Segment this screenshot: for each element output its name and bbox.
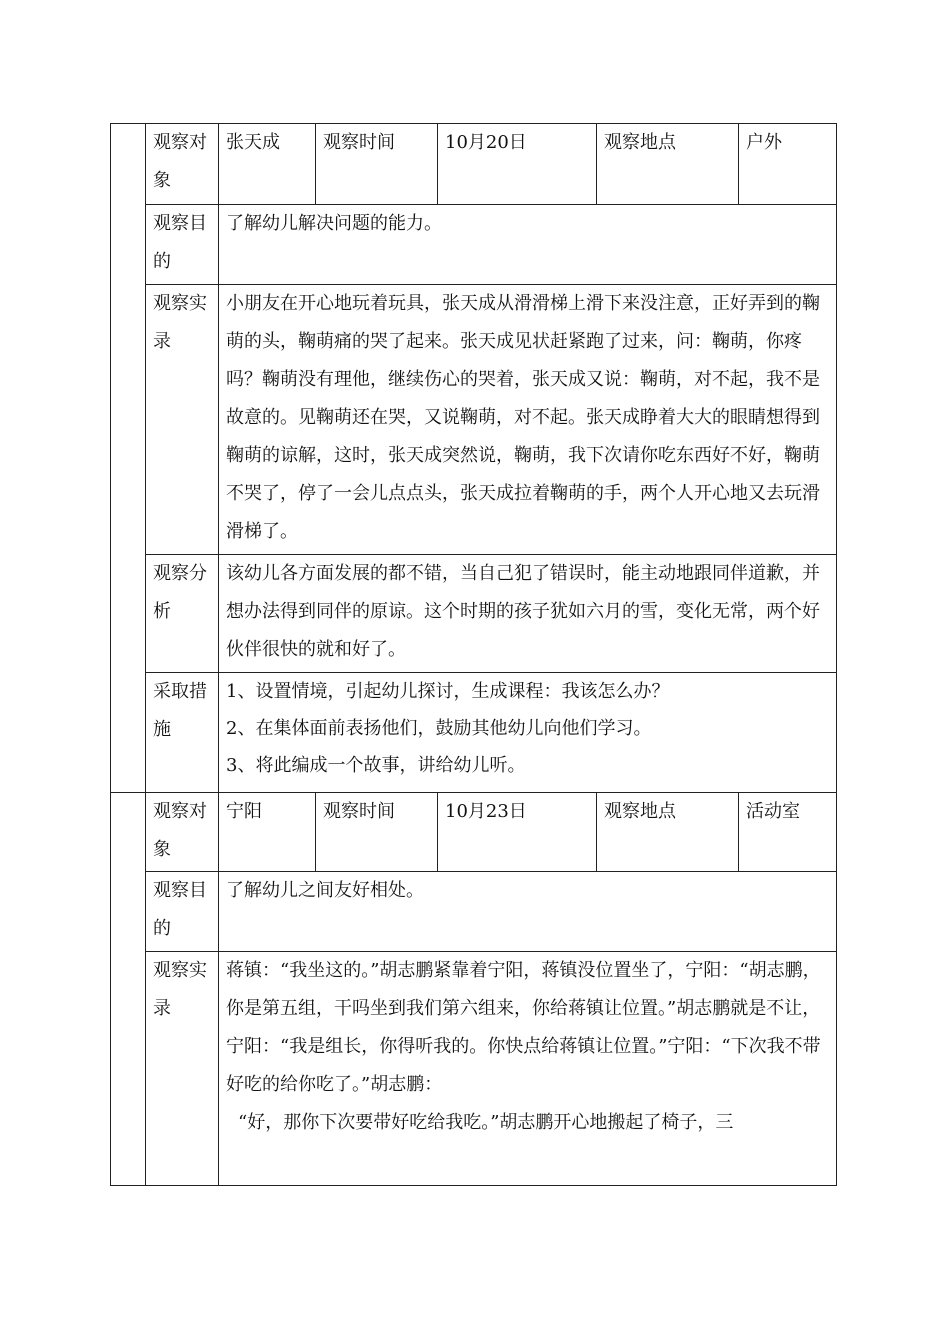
record-label: 观察实录 <box>146 952 219 1186</box>
measures-label: 采取措施 <box>146 673 219 793</box>
record-2-header-row <box>111 793 837 872</box>
record-text <box>219 285 837 555</box>
place-value: 活动室 <box>739 793 837 872</box>
time-value: 10月23日 <box>438 793 597 872</box>
place-label: 观察地点 <box>597 793 739 872</box>
observation-table <box>110 123 837 1186</box>
object-label: 观察对象 <box>146 124 219 205</box>
goal-value: 了解幼儿解决问题的能力。 <box>219 205 837 285</box>
record-1-measures-row <box>111 673 837 793</box>
object-value: 宁阳 <box>219 793 316 872</box>
record-1-header-row <box>111 124 837 205</box>
time-label: 观察时间 <box>316 124 438 205</box>
record-text <box>219 952 837 1186</box>
left-margin-cell <box>111 124 146 793</box>
goal-label: 观察目的 <box>146 872 219 952</box>
place-value: 户外 <box>739 124 837 205</box>
analysis-label: 观察分析 <box>146 555 219 673</box>
record-paragraph: 小朋友在开心地玩着玩具，张天成从滑滑梯上滑下来没注意，正好弄到的鞠萌的头，鞠萌痛的哭了起来。张天成见状赶紧跑了过来，问：鞠萌，你疼吗？鞠萌没有理他，继续伤心的哭着，张天成又说：鞠萌，对不起，我不是故意的。见鞠萌还在哭，又说鞠萌，对不起。张天成睁着大大的眼睛想得到鞠萌的谅解，这时，张天成突然说，鞠萌，我下次请你吃东西好不好，鞠萌不哭了，停了一会儿点点头，张天成拉着鞠萌的手，两个人开心地又去玩滑滑梯了。 <box>226 293 820 542</box>
record-1-record-row <box>111 285 837 555</box>
object-value: 张天成 <box>219 124 316 205</box>
object-label: 观察对象 <box>146 793 219 872</box>
place-label: 观察地点 <box>597 124 739 205</box>
record-2-record-row <box>111 952 837 1186</box>
measures-list <box>219 673 837 793</box>
record-label: 观察实录 <box>146 285 219 555</box>
analysis-paragraph: 该幼儿各方面发展的都不错，当自己犯了错误时，能主动地跟同伴道歉，并想办法得到同伴的原谅。这个时期的孩子犹如六月的雪，变化无常，两个好伙伴很快的就和好了。 <box>226 563 820 660</box>
measure-item: 2、在集体面前表扬他们，鼓励其他幼儿向他们学习。 <box>226 718 652 739</box>
time-value: 10月20日 <box>438 124 597 205</box>
goal-label: 观察目的 <box>146 205 219 285</box>
record-paragraph: 蒋镇：“我坐这的。”胡志鹏紧靠着宁阳，蒋镇没位置坐了，宁阳：“胡志鹏，你是第五组，干吗坐到我们第六组来，你给蒋镇让位置。”胡志鹏就是不让，宁阳：“我是组长，你得听我的。你快点给蒋镇让位置。”宁阳：“下次我不带好吃的给你吃了。”胡志鹏： <box>226 960 821 1095</box>
left-margin-cell <box>111 793 146 1186</box>
measure-item: 3、将此编成一个故事，讲给幼儿听。 <box>226 755 526 776</box>
analysis-text <box>219 555 837 673</box>
time-label: 观察时间 <box>316 793 438 872</box>
goal-value: 了解幼儿之间友好相处。 <box>219 872 837 952</box>
record-1-goal-row <box>111 205 837 285</box>
record-1-analysis-row <box>111 555 837 673</box>
record-2-goal-row <box>111 872 837 952</box>
record-paragraph: “好，那你下次要带好吃给我吃。”胡志鹏开心地搬起了椅子，三 <box>238 1112 734 1133</box>
measure-item: 1、设置情境，引起幼儿探讨，生成课程：我该怎么办？ <box>226 681 670 702</box>
